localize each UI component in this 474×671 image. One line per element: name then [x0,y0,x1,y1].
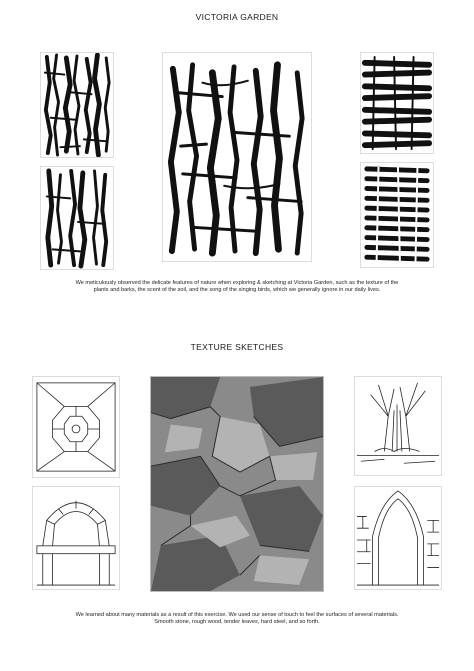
stone-arch-sketch [32,486,120,590]
section-title-texture-sketches: TEXTURE SKETCHES [190,342,284,352]
bark-rubbing-large-image [162,52,312,262]
section-caption-texture-sketches: We learned about many materials as a result of this exercise. We used our sense of touch to feel the surfaces of several materials. Smooth stone, rough wood, tender leaves, hard steel, and so forth. [75,612,399,626]
section-caption-victoria-garden: We meticulously observed the delicate features of nature when exploring & sketching at Victoria Garden, such as the texture of the plants and barks, the scent of the soil, and the song of the singing birds, which we generally ignore in our daily lives. [75,280,399,294]
bark-rubbing-image [360,162,434,268]
bark-rubbing-image [40,52,114,158]
octagon-ceiling-sketch [32,376,120,478]
brick-arch-sketch [354,486,442,590]
bark-rubbing-image [360,52,434,154]
rock-wall-graphite-sketch [150,376,324,592]
tree-trunk-sketch [354,376,442,476]
bark-rubbing-image [40,166,114,270]
section-title-victoria-garden: VICTORIA GARDEN [195,12,279,22]
